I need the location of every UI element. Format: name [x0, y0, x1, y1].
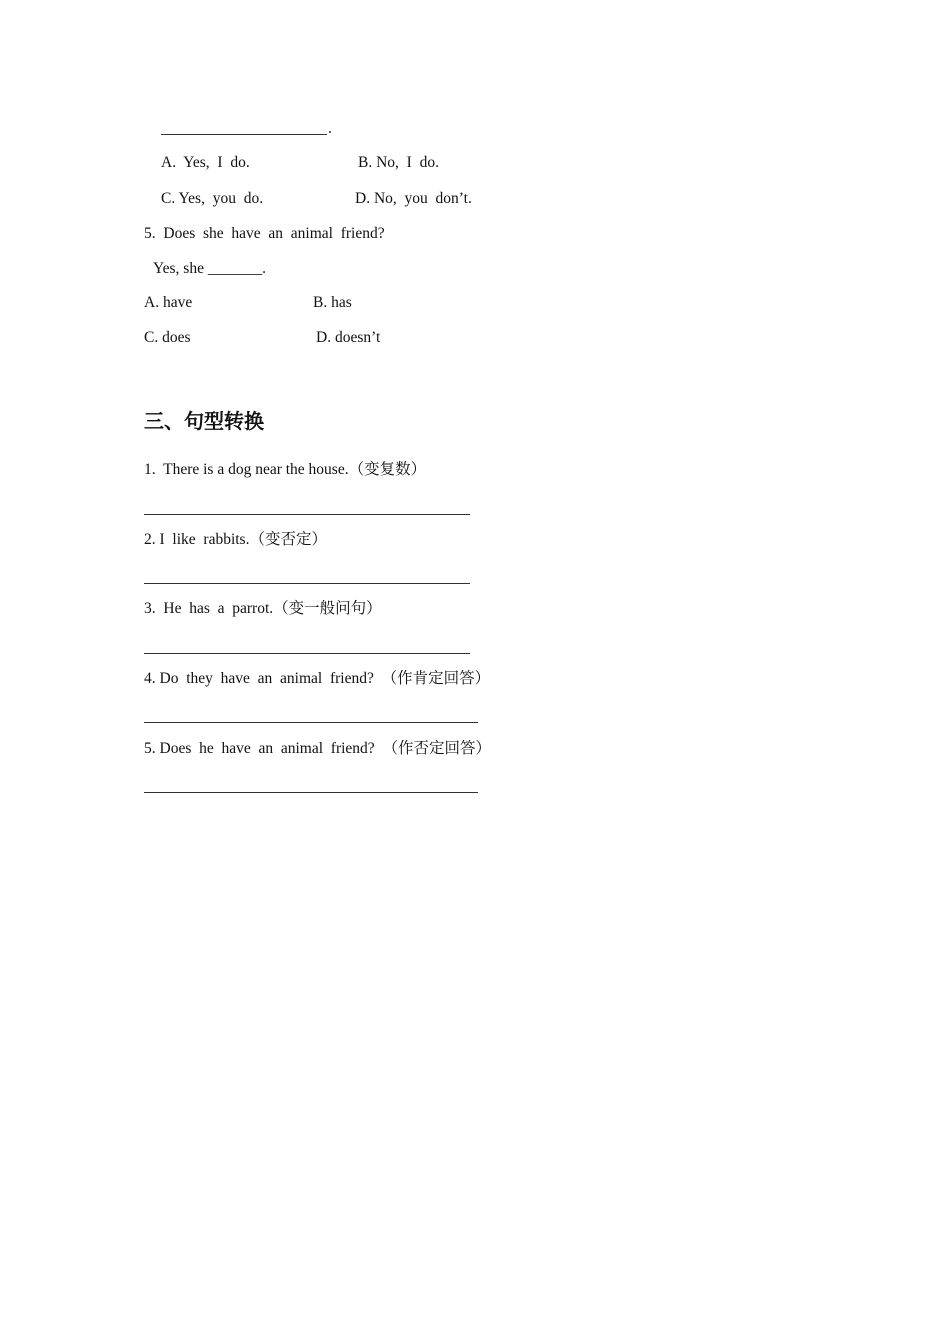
transform-question-4: 4. Do they have an animal friend? （作肯定回答） [144, 670, 491, 687]
q5-answer [153, 259, 266, 279]
q5-option-b: B. has [313, 294, 352, 311]
q5-option-c: C. does [144, 329, 191, 346]
section-heading: 三、句型转换 [144, 409, 264, 433]
q5-answer-period: . [262, 260, 266, 277]
q4-option-c: C. Yes, you do. [161, 190, 264, 207]
transform-question-5: 5. Does he have an animal friend? （作否定回答） [144, 740, 491, 757]
q5-option-d: D. doesn’t [316, 329, 381, 346]
q4-answer-blank[interactable] [161, 134, 327, 135]
answer-line-1[interactable] [144, 514, 470, 515]
transform-question-2: 2. I like rabbits.（变否定） [144, 531, 327, 548]
transform-question-3: 3. He has a parrot.（变一般问句） [144, 600, 382, 617]
q4-option-a: A. Yes, I do. [161, 154, 250, 171]
answer-line-4[interactable] [144, 722, 478, 723]
q4-option-b: B. No, I do. [358, 154, 439, 171]
answer-line-2[interactable] [144, 583, 470, 584]
answer-line-5[interactable] [144, 792, 478, 793]
transform-question-1: 1. There is a dog near the house.（变复数） [144, 461, 427, 478]
q5-option-a: A. have [144, 294, 193, 311]
q4-option-d: D. No, you don’t. [355, 190, 472, 207]
q5-answer-prefix: Yes, she [153, 260, 208, 277]
q5-question: 5. Does she have an animal friend? [144, 225, 385, 242]
answer-line-3[interactable] [144, 653, 470, 654]
q5-answer-blank[interactable]: _______ [207, 260, 263, 277]
q4-blank-period: . [328, 120, 332, 137]
